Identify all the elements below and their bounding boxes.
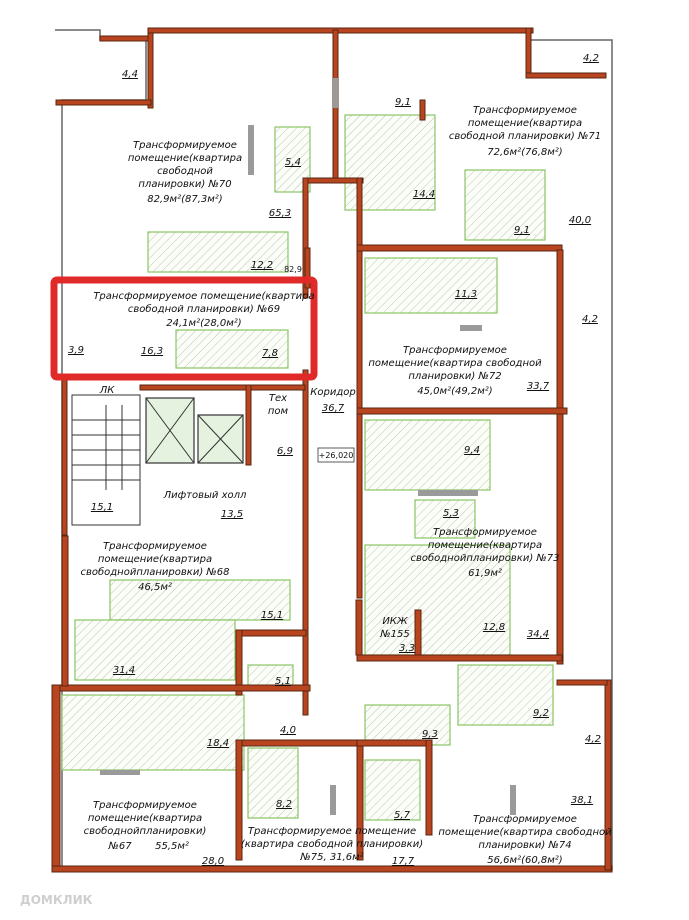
svg-text:планировки) №72: планировки) №72 (408, 371, 502, 382)
svg-text:4,2: 4,2 (585, 734, 601, 745)
svg-text:свободной планировки) №71: свободной планировки) №71 (448, 131, 602, 142)
svg-text:№155: №155 (380, 629, 410, 640)
stair-label (91, 385, 115, 513)
svg-text:помещение(квартира свободной: помещение(квартира свободной (438, 827, 612, 838)
svg-text:свободнойпланировки): свободнойпланировки) (83, 826, 207, 837)
svg-text:планировки) №70: планировки) №70 (138, 179, 232, 190)
svg-text:пом: пом (267, 406, 289, 417)
svg-text:4,0: 4,0 (280, 725, 296, 736)
svg-text:свободнойпланировки) №68: свободнойпланировки) №68 (80, 567, 230, 578)
svg-text:ЛК: ЛК (99, 385, 115, 396)
svg-text:9,3: 9,3 (422, 729, 438, 740)
svg-text:3,3: 3,3 (399, 643, 415, 654)
svg-text:5,7: 5,7 (394, 810, 410, 821)
svg-text:помещение(квартира: помещение(квартира (427, 540, 543, 551)
svg-text:5,3: 5,3 (443, 508, 459, 519)
svg-text:Трансформируемое: Трансформируемое (473, 814, 577, 825)
svg-text:4,2: 4,2 (582, 314, 598, 325)
svg-text:5,1: 5,1 (275, 676, 291, 687)
svg-text:9,2: 9,2 (533, 708, 549, 719)
svg-text:Трансформируемое: Трансформируемое (103, 541, 207, 552)
svg-text:Трансформируемое: Трансформируемое (133, 140, 237, 151)
svg-text:Лифтовый холл: Лифтовый холл (163, 490, 247, 501)
svg-text:56,6м²(60,8м²): 56,6м²(60,8м²) (487, 855, 563, 866)
elevation-top-value: 82,9 (284, 265, 302, 274)
svg-text:15,1: 15,1 (90, 502, 114, 513)
apartment-71-label (449, 105, 601, 158)
svg-text:6,9: 6,9 (277, 446, 293, 457)
svg-text:7,8: 7,8 (262, 348, 278, 359)
svg-text:9,1: 9,1 (395, 97, 411, 108)
svg-text:помещение(квартира свободной: помещение(квартира свободной (368, 358, 542, 369)
corridor-label (310, 387, 355, 414)
svg-text:15,1: 15,1 (260, 610, 284, 621)
svg-text:72,6м²(76,8м²): 72,6м²(76,8м²) (487, 147, 563, 158)
svg-text:помещение(квартира: помещение(квартира (127, 153, 243, 164)
svg-text:28,0: 28,0 (201, 856, 225, 867)
apartment-74-label (438, 814, 612, 866)
svg-text:помещение(квартира: помещение(квартира (87, 813, 203, 824)
svg-text:Трансформируемое помещение(ква: Трансформируемое помещение(квартира (93, 291, 315, 302)
svg-text:24,1м²(28,0м²): 24,1м²(28,0м²) (166, 318, 242, 329)
svg-text:65,3: 65,3 (268, 208, 292, 219)
svg-text:3,9: 3,9 (68, 345, 84, 356)
svg-text:ИКЖ: ИКЖ (382, 616, 408, 627)
svg-text:9,1: 9,1 (514, 225, 530, 236)
svg-text:14,4: 14,4 (412, 189, 436, 200)
apartment-72-label (368, 345, 542, 397)
svg-text:18,4: 18,4 (206, 738, 230, 749)
svg-text:свободной: свободной (157, 166, 213, 177)
svg-text:Трансформируемое: Трансформируемое (433, 527, 537, 538)
svg-text:11,3: 11,3 (454, 289, 478, 300)
lift-hall-label (163, 490, 247, 520)
svg-text:Трансформируемое: Трансформируемое (93, 800, 197, 811)
svg-text:Трансформируемое помещение: Трансформируемое помещение (247, 826, 417, 837)
svg-text:9,4: 9,4 (464, 445, 480, 456)
svg-text:(квартира свободной планировки: (квартира свободной планировки) (240, 839, 424, 850)
svg-text:31,4: 31,4 (112, 665, 136, 676)
svg-text:55,5м²: 55,5м² (155, 841, 189, 852)
svg-text:16,3: 16,3 (140, 346, 164, 357)
svg-text:свободной планировки) №69: свободной планировки) №69 (127, 304, 281, 315)
svg-text:13,5: 13,5 (220, 509, 244, 520)
svg-text:помещение(квартира: помещение(квартира (97, 554, 213, 565)
svg-text:34,4: 34,4 (526, 629, 550, 640)
svg-text:45,0м²(49,2м²): 45,0м²(49,2м²) (417, 386, 493, 397)
svg-text:№67: №67 (108, 841, 132, 852)
svg-text:Коридор: Коридор (310, 387, 356, 398)
svg-text:Трансформируемое: Трансформируемое (473, 105, 577, 116)
svg-text:46,5м²: 46,5м² (138, 582, 172, 593)
svg-text:свободнойпланировки) №73: свободнойпланировки) №73 (410, 553, 560, 564)
apartment-69-label (93, 291, 314, 329)
svg-text:40,0: 40,0 (568, 215, 592, 226)
svg-text:36,7: 36,7 (321, 403, 345, 414)
svg-text:82,9м²(87,3м²): 82,9м²(87,3м²) (147, 194, 223, 205)
svg-text:4,2: 4,2 (583, 53, 599, 64)
svg-text:Трансформируемое: Трансформируемое (403, 345, 507, 356)
svg-text:12,2: 12,2 (250, 260, 274, 271)
svg-text:5,4: 5,4 (285, 157, 301, 168)
svg-text:Тех: Тех (268, 393, 288, 404)
svg-text:12,8: 12,8 (482, 622, 506, 633)
tech-room-label (268, 393, 293, 457)
svg-text:61,9м²: 61,9м² (468, 568, 502, 579)
apartment-70-label (128, 140, 242, 205)
svg-text:4,4: 4,4 (122, 69, 138, 80)
svg-text:8,2: 8,2 (276, 799, 292, 810)
elevators (146, 398, 243, 463)
watermark-logo: ДОМКЛИК (20, 893, 93, 907)
svg-text:17,7: 17,7 (391, 856, 415, 867)
svg-text:33,7: 33,7 (526, 381, 550, 392)
svg-text:планировки) №74: планировки) №74 (478, 840, 572, 851)
elevation-value: +26,020 (318, 451, 354, 460)
svg-text:№75, 31,6м²: №75, 31,6м² (300, 852, 364, 863)
svg-text:38,1: 38,1 (570, 795, 594, 806)
svg-text:помещение(квартира: помещение(квартира (467, 118, 583, 129)
apartment-67-label (84, 800, 207, 852)
